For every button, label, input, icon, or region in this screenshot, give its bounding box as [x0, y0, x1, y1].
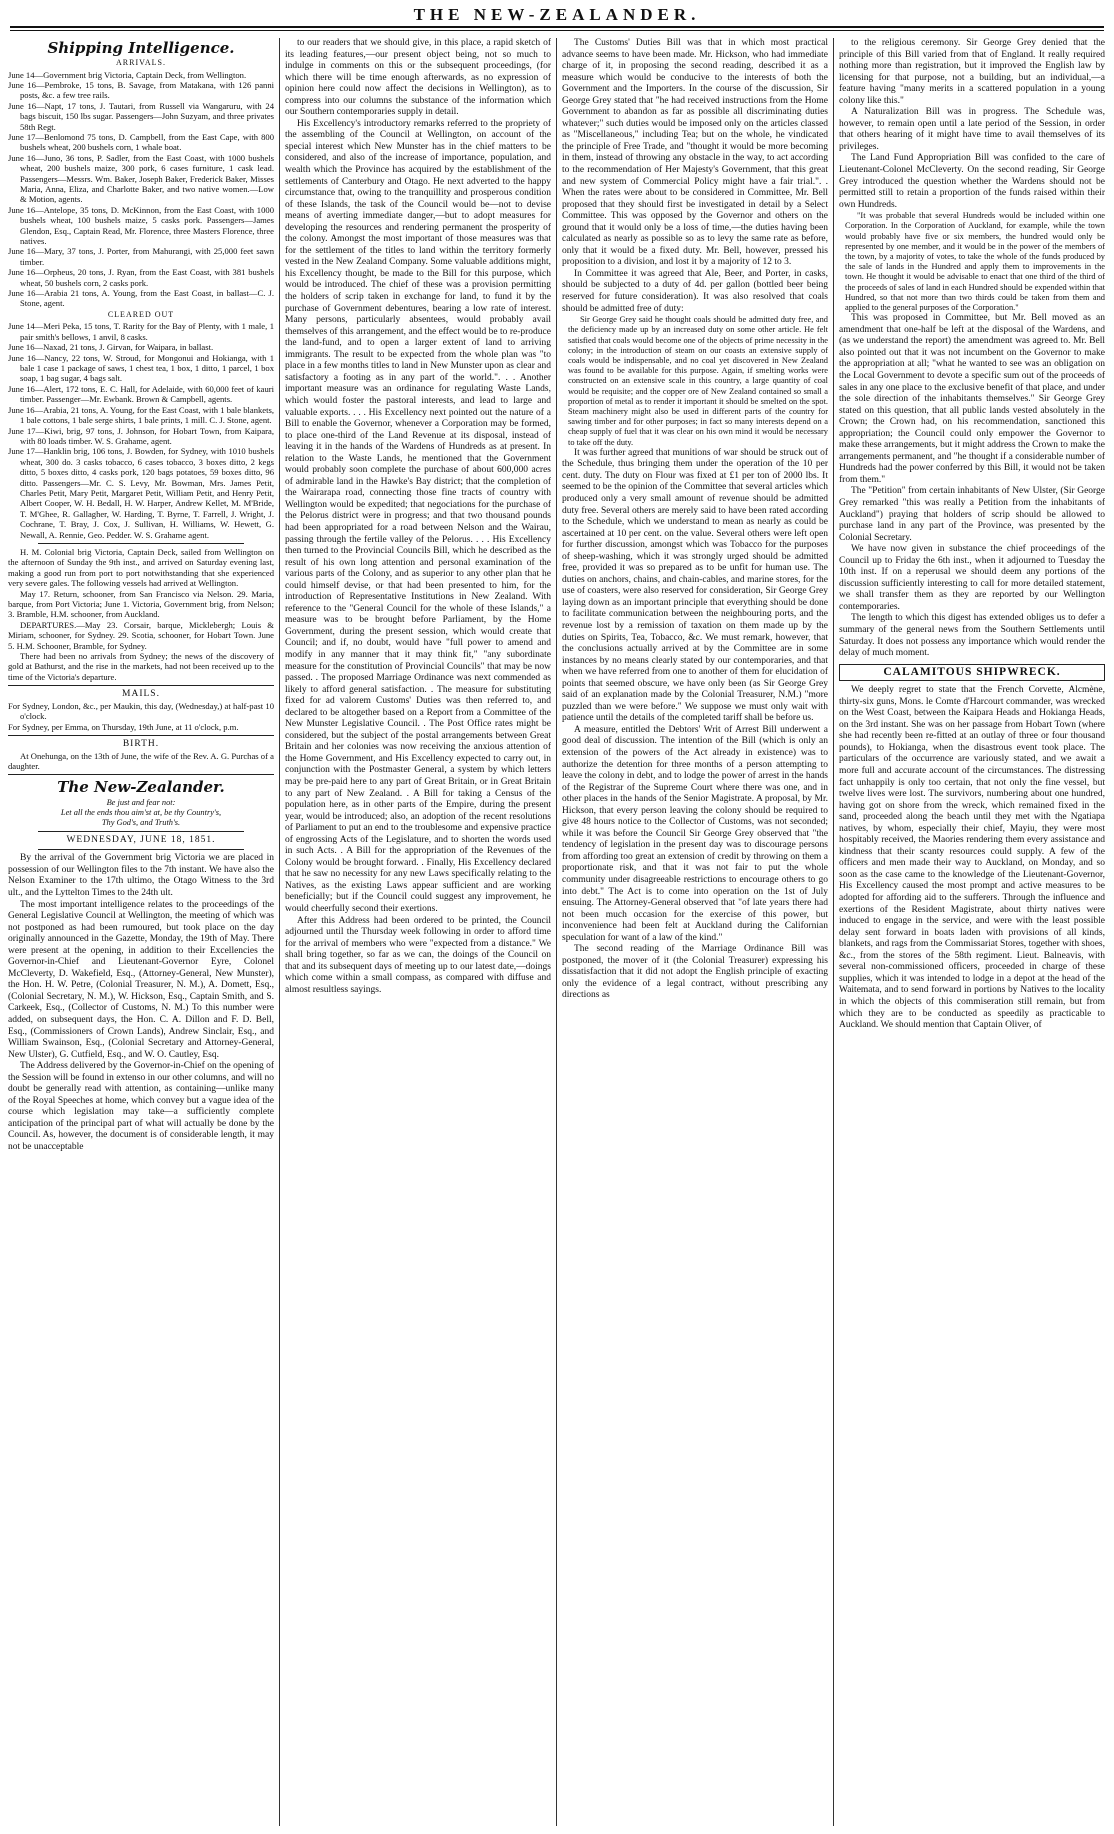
shipping-news — [8, 547, 274, 682]
shipwreck-heading: CALAMITOUS SHIPWRECK. — [839, 664, 1105, 682]
news-paragraph: H. M. Colonial brig Victoria, Captain Deck, sailed from Wellington on the afternoon of Sunday the 9th inst., and arrived on Saturday evening last, making a good run from port to port notwithstanding that she experienced very severe gales. The following vessels had arrived at Wellington. — [8, 546, 274, 589]
news-paragraph: May 17. Return, schooner, from San Francisco via Nelson. 29. Maria, barque, from Port Victoria; June 1. Victoria, Government brig, from Nelson; 3. Bramble, H.M. schooner, from Auckland. — [8, 588, 274, 620]
divider — [38, 543, 244, 544]
motto — [8, 798, 274, 827]
land-fund-text — [839, 313, 1105, 659]
divider — [38, 849, 244, 850]
column-3 — [562, 38, 828, 1826]
arrival-entry: June 16—Napt, 17 tons, J. Tautari, from Russell via Wangaruru, with 24 bags biscuit, 150 lbs sugar. Passengers—John Suzyam, and three privates 58th Regt. — [8, 100, 274, 132]
divider — [8, 774, 274, 775]
masthead-rule — [10, 26, 1104, 31]
coals-quote: Sir George Grey said he thought coals should be admitted duty free, and the deficiency made up by an increased duty on some other article. He felt satisfied that coals would become one of the objects of prime necessity in the colony; in the introduction of steam on our coasts an extensive supply of coals would be indispensable, and no coal yet discovered in New Zealand was found to be available for this purpose. Again, if smelting works were constructed on an extensive scale in this country, a large quantity of coal would be requisite; and the copper ore of New Zealand contained so small a proportion of metal as to render it important it should be smelted on the spot. Steam machinery might also be used in different parts of the country for sawing timber and for other purposes; in fact so many interests depend on a cheap supply of fuel that it was clear on his own mind it would be necessary to take off the duty. — [568, 315, 828, 447]
editorial-continued — [285, 38, 551, 996]
arrival-entry: June 16—Antelope, 35 tons, D. McKinnon, from the East Coast, with 1000 bushels wheat, 100 bushels maize, 5 casks pork. Passengers—James Glendon, Esq., Captain Read, Mr. Florence, three Masters Florence, three natives. — [8, 204, 274, 247]
news-paragraph: There had been no arrivals from Sydney; the news of the discovery of gold at Bathurst, and the rise in the markets, had not been received up to the time of the Victoria's departure. — [8, 651, 274, 682]
cleared-entry: June 17—Kiwi, brig, 97 tons, J. Johnson, for Hobart Town, from Kaipara, with 80 loads timber. W. S. Grahame, agent. — [8, 425, 274, 446]
birth-notice: At Onehunga, on the 13th of June, the wife of the Rev. A. G. Purchas of a daughter. — [8, 750, 274, 771]
article-paragraph: to the religious ceremony. Sir George Grey denied that the principle of this Bill varied from that of England. It really required nothing more than registration, but it improved the English law by licensing for that purpose, not a building, but an individual,—a feature having "many merits in a scattered population in a young colony like this." — [839, 38, 1105, 106]
dateline: WEDNESDAY, JUNE 18, 1851. — [66, 834, 216, 845]
council-proceedings-text — [562, 448, 828, 1002]
editorial-text — [8, 853, 274, 1153]
marriage-bill-text — [839, 38, 1105, 211]
divider — [38, 831, 244, 832]
arrival-entry: June 16—Orpheus, 20 tons, J. Ryan, from the East Coast, with 381 bushels wheat, 50 bushels corn, 2 casks pork. — [8, 267, 274, 288]
motto-line: Let all the ends thou aim'st at, be thy Country's, — [60, 808, 222, 818]
arrival-entry: June 16—Mary, 37 tons, J. Porter, from Mahurangi, with 25,000 feet sawn timber. — [8, 246, 274, 267]
article-paragraph: The length to which this digest has extended obliges us to defer a summary of the general news from the Southern Settlements until Saturday. It does not possess any importance which would render the delay of much moment. — [839, 613, 1105, 659]
article-paragraph: The second reading of the Marriage Ordinance Bill was postponed, the mover of it (the Colonial Treasurer) expressing his dissatisfaction that it did not adopt the English principle of exacting only the evidence of a legal contract, without prescribing any directions as — [562, 944, 828, 1001]
article-paragraph: It was further agreed that munitions of war should be struck out of the Schedule, thus bringing them under the operation of the 10 per cent. duty. The duty on Flour was fixed at £1 per ton of 2000 lbs. It seemed to be the opinion of the Committee that several articles which produced only a very small amount of revenue should be admitted duty free. Several others are merely said to have been rated according to the Schedule, which we understand to mean as nearly as could be ascertained at 10 per cent. on the value. Several others were left open for further discussion, amongst which was Tobacco for the purposes of sheep-washing, which it was strongly urged should be admitted free, provided it was so prepared as to be unfit for human use. The duties on anchors, chains, and chain-cables, and marine stores, for the use of coasters, were also reserved for consideration, Sir George Grey laying down as an important principle that everything should be done to facilitate communication between the neighbouring ports, and the revenue lost by a remission of taxation on them made up by the duties on Spirits, Tea, Tobacco, &c. We must remark, however, that the conclusions actually arrived at by the Committee are in some instances by no means clearly stated by our contemporaries, and that when we have referred from one to another of them for elucidation of points that seemed obscure, we have only been (as Sir George Grey said of an explanation made by the Colonial Treasurer, N.M.) "more puzzled than we were before." We suppose we must only wait with patience until the details of the completed tariff shall be before us. — [562, 447, 828, 724]
motto-line: Thy God's, and Truth's. — [101, 817, 181, 827]
editorial-paragraph: By the arrival of the Government brig Victoria we are placed in possession of our Wellington files to the 7th instant. We have also the Nelson Examiner to the 17th ultimo, the Otago Witness to the 3rd ult., and the Lyttelton Times to the 24th ult. — [8, 853, 274, 898]
article-paragraph: The "Petition" from certain inhabitants of New Ulster, (Sir George Grey remarked "this was really a Petition from the inhabitants of Auckland") praying that holders of scrip should be allowed to purchase land in any part of the Province, was presented by the Colonial Secretary. — [839, 486, 1105, 543]
birth-heading: BIRTH. — [122, 739, 160, 750]
cleared-entry: June 16—Nancy, 22 tons, W. Stroud, for Mongonui and Hokianga, with 1 bale 1 case 1 package of saws, 1 chest tea, 1 box, 1 ditto, 1 parcel, 1 box soap, 1 bag sugar, 4 bags salt. — [8, 352, 274, 384]
article-paragraph: A Naturalization Bill was in progress. The Schedule was, however, to remain open until a late period of the Session, in order that others hearing of it might have time to avail themselves of its privileges. — [839, 107, 1105, 152]
motto-line: Be just and fear not: — [106, 798, 176, 808]
cleared-list — [8, 321, 274, 540]
article-paragraph: A measure, entitled the Debtors' Writ of Arrest Bill underwent a good deal of discussion. The intention of the Bill (which is only an extension of the powers of the Act already in existence) was to authorize the detention for three months of a person attempting to leave the colony in debt, and to lodge the power of arrest in the hands of the Registrar of the Supreme Court where there was one, and in other places in the hands of the Senior Magistrate. A proposal, by Mr. Hickson, that every person leaving the colony should be required to give 48 hours notice to the Collector of Customs, was not seconded; while it was before the Council Sir George Grey observed that "the tendency of legislation in the present day was to discourage persons from affording too great an extension of credit by throwing on them a proportionate risk, and that it was not fair to put the whole community under disagreeable restrictions to encourage others to go into debt." The Act is to come into operation on the 1st of July ensuing. The Attorney-General observed that "of late years there had not been much occasion for the exercise of this power, but inconvenience had been felt at Auckland during the Californian speculation for want of a law of the kind." — [562, 724, 828, 943]
editorial-paragraph: to our readers that we should give, in this place, a rapid sketch of its leading features,—our present object being, not so much to indulge in comments on this or the subsequent proceedings, (for which there will be time enough afterwards, as no expression of opinion here could now affect the decisions in Wellington), as to compress into our columns the substance of the information which our Southern contemporaries supply in detail. — [285, 38, 551, 118]
article-paragraph: The Customs' Duties Bill was that in which most practical advance seems to have been made. Mr. Hickson, who had immediate charge of it, in proposing the second reading, described it as a measure which would be conducive to the interests of both the Government and the Importers. In the course of the discussion, Sir George Grey stated that "he had received instructions from the Home Government to abandon as far as possible all discriminating duties whatever;" such duties would be imposed only on the articles classed as "Miscellaneous," including Tea; but on the whole, he vindicated the principle of Free Trade, and "thought it would be more becoming in them, instead of throwing any obstacle in the way, to act according to the recommendation of Her Majesty's Government, that this great and new system of Commercial Policy might have a fair trial.". . When the rates were about to be considered in Committee, Mr. Bell proposed that they should first be investigated in detail by a Select Committee. This was opposed by the Governor and others on the ground that it would only be a loss of time,—the duties having been calculated as nearly as possible so as to levy the same rate as before, only that it would be a fixed duty. Mr. Bell, however, pressed his proposition to a division, and lost it by a majority of 12 to 3. — [562, 38, 828, 268]
shipwreck-article: We deeply regret to state that the French Corvette, Alcmène, thirty-six guns, Mons. le Comte d'Harcourt commander, was wrecked on the West Coast, between the Kaipara Heads and Hokianga Heads, on the 3rd instant. She was on her passage from Hobart Town (where she had recently been re-fitted at an outlay of three or four thousand pounds), to Hokianga, when the disastrous event took place. The particulars of the occurrence are variously stated, and we await a more full and accurate account of the circumstances. The distressing fact unhappily is only too certain, that not only the fine vessel, but twelve lives were lost. The survivors, numbering about one hundred, having got on shore from the wreck, which remained fixed in the sand, proceeded along the beach until they met with the Ngatiapa natives, by whom, especially their chief, Mayiu, they were most hospitably received, the Maories rendering them every assistance and kindness that their scanty resources could supply. A few of the officers and men made their way to Auckland, on Monday, and so soon as the case came to the knowledge of the Lieutenant-Governor, His Excellency caused the most prompt and active measures to be adopted for affording aid to the sufferers. Through the influence and exertions of the Resident Magistrate, about thirty natives were induced to engage in the service, and were with the least possible delay sent forward in boats laden with provisions of all kinds, blankets, and rags from the Commissariat Stores, together with shoes, &c., from the stores of the 58th regiment. Lieut. Balneavis, with several non-commissioned officers, proceeded in charge of these supplies, which it was intended to lodge in a depot at the head of the Waitemata, and to send forward in portions by Natives to the locality in which the objects of this commiseration still remain, but from which they are to be conducted as speedily as practicable to Auckland. We should mention that Captain Oliver, of — [839, 685, 1105, 1031]
arrival-entry: June 16—Pembroke, 15 tons, B. Savage, from Matakana, with 126 panni posts, &c. a few tree rails. — [8, 79, 274, 101]
article-paragraph: The Land Fund Appropriation Bill was confided to the care of Lieutenant-Colonel McCleverty. On the second reading, Sir George Grey introduced the question whether the Wardens should not be permitted still to retain a proportion of the funds raised within their own Hundreds. — [839, 153, 1105, 210]
arrival-entry: June 14—Government brig Victoria, Captain Deck, from Wellington. — [8, 69, 247, 80]
cleared-entry: June 17—Hanklin brig, 106 tons, J. Bowden, for Sydney, with 1010 bushels wheat, 300 do. 3 casks tobacco, 6 cases tobacco, 3 boxes ditto, 2 kegs ditto, 5 boxes ditto, 4 casks pork, 120 bags potatoes, 59 boxes ditto, 96 ditto. Passengers—Mr. C. S. Levy, Mr. Bowman, Mrs. James Petit, Charles Petit, Mary Petit, Margaret Petit, William Petit, and Henry Petit, Albert Cooper, W. H. Bedall, H. W. Harper, Andrew Kellet, M. M'Bride, T. M'Ghee, R. Gallagher, W. Harding, T. Byrne, T. Farrell, J. Wright, J. Cochrane, T. Bray, J. Cox, J. Sullivan, H. Williams, W. Hewett, G. Newall, A. Rennie, Geo. Pedder. W. S. Grahame agent. — [8, 446, 274, 540]
mail-entry: For Sydney, London, &c., per Maukin, this day, (Wednesday,) at half-past 10 o'clock. — [8, 700, 274, 722]
column-1 — [8, 38, 274, 1826]
column-4 — [839, 38, 1105, 1826]
editorial-paragraph: The most important intelligence relates to the proceedings of the General Legislative Council at Wellington, the meeting of which was not postponed as had been rumoured, but took place on the day originally announced in the Gazette, Monday, the 19th of May. There were present at the opening, in addition to their Excellencies the Governor-in-Chief and Lieutenant-Governor Eyre, Colonel McCleverty, D. Wakefield, Esq., (Attorney-General, New Munster), the Hon. H. W. Petre, (Colonial Treasurer, N. M.), A. Domett, Esq., (Colonial Secretary, N. M.), W. Hickson, Esq., Captain Smith, and S. Carkeek, Esq., (Collector of Customs, N. M.) To this number were added, on subsequent days, the Hon. C. A. Dillon and F. D. Bell, Esq., (Commissioners of Crown Lands), Andrew Sinclair, Esq., and William Swainson, Esq., (Colonial Secretary and Attorney-General, New Ulster), G. Cutfield, Esq., and W. O. Cautley, Esq. — [8, 899, 274, 1060]
mails-heading: MAILS. — [122, 689, 160, 700]
column-divider — [556, 38, 557, 1826]
arrivals-label: ARRIVALS. — [116, 58, 166, 67]
article-paragraph: We have now given in substance the chief proceedings of the Council up to Friday the 6th inst., when it adjourned to Tuesday the 10th inst. If on a reperusal we should deem any portions of the discussion sufficiently interesting to call for more detailed statement, we shall transfer them as they are reported by our Wellington contemporaries. — [839, 544, 1105, 612]
mail-entry: For Sydney, per Emma, on Thursday, 19th June, at 11 o'clock, p.m. — [8, 721, 239, 732]
column-divider — [833, 38, 834, 1826]
editorial-paragraph: His Excellency's introductory remarks referred to the propriety of the assembling of the Council at Wellington, on account of the special interest which New Munster has in the chief matters to be considered, and also of the increase of importance, population, and wealth which the Province has acquired by the establishment of the settlements of Canterbury and Otago. He next adverted to the happy circumstance that, owing to the tranquillity and prosperous condition of these Islands, the task of the Council would be—not to devise means of averting immediate danger,—but to adopt measures for developing the resources and rendering permanent the prosperity of the colony. Amongst the most important of those measures was that for the settlement of the titles to land within the territory formerly vested in the New Zealand Company. Some valuable additions might, his Excellency thought, be made to the Bill for this purpose, which would be introduced. The chief of these was a provision permitting the holders of scrip taken in exchange for land, to fund it by the purchase of Government debentures, bearing a low rate of interest. Many persons, particularly absentees, would probably avail themselves of this arrangement, and the effect would be to re-produce the land-fund, and to open a larger extent of land to arriving immigrants. The result to be expected from the whole plan was "to place in a few months titles to land in New Munster upon as clear and satisfactory a footing as in any part of the world.". . . Another important measure was an ordinance for regulating Waste Lands, which would foster the pastoral interests, and lead to large and valuable exports. . . . His Excellency next pointed out the nature of a Bill to enable the Governor, whenever a Corporation may be formed, to place one-third of the Land Revenue at its disposal, instead of leaving it in the hands of the Wardens of Hundreds as at present. In relation to the Waste Lands, he mentioned that the Government would probably soon complete the purchase of about 600,000 acres of admirable land in the Hawke's Bay district; that the completion of the Wairarapa road, connecting those fine tracts of country with Wellington would be expedited; that negociations for the purchase of the Pelorus district were in progress; and that two thousand pounds had been appropriated for a road between Nelson and the Wairau, passing through the fertile valley of the Pelorus. . . . His Excellency then turned to the Provincial Councils Bill, which he described as the result of his own long attention and personal examination of the various parts of the Colony, and as superior to any other plan that he could himself devise, or that had been presented to him, for the introduction of Representative Institutions in New Zealand. With reference to the "General Council for the whole of these Islands," a measure was to be brought before Parliament, by the Home Government, during the present session, which would create that Council; and if, no doubt, would have "full power to amend and modify in any manner that it may think fit," "any subordinate measure for the constitution of Provincial Councils" that may be now passed. . The proposed Marriage Ordinance was next commended as likely to afford general satisfaction. . The measure for substituting fixed for ad valorem Customs' Duties was then referred to, and declared to be altogether based on a Report from a Committee of the New Munster Legislative Council. . The Post Office rates might be considered, but the subject of the postal arrangements between Great Britain and her colonies was now receiving the anxious attention of the Home Government, and His Excellency expected to carry out, in conjunction with the Postmaster General, a system by which letters may be pre-paid here to any part of Great Britain, or in Great Britain to any part of New Zealand. . A Bill for taking a Census of the population here, as in other parts of the Empire, during the present year, would be introduced; also, an adoption of the recent resolutions of Parliament to put an end to the troublesome and expensive practice of engrossing Acts of the Legislature, and to shorten the words used in such Acts. . A Bill for the appropriation of the Revenues of the Colony would be brought forward. . Finally, His Excellency declared that he saw no necessity for any new Laws specifically relating to the Natives, as the existing Laws appear sufficient and are working beneficially; but if the Council could suggest any improvement, he would cheerfully second their exertions. — [285, 118, 551, 915]
mails-list — [8, 701, 274, 732]
column-2 — [285, 38, 551, 1826]
news-paragraph: DEPARTURES.—May 23. Corsair, barque, Micklebergh; Louis & Miriam, schooner, for Sydney. 29. Scotia, schooner, for Hobart Town. June 5. H.M. Schooner, Bramble, for Sydney. — [8, 619, 274, 651]
cleared-entry: June 14—Meri Peka, 15 tons, T. Rarity for the Bay of Plenty, with 1 male, 1 pair smith's bellows, 1 anvil, 8 casks. — [8, 321, 274, 342]
shipping-heading: Shipping Intelligence. — [47, 39, 235, 57]
newspaper-page — [6, 4, 1108, 1828]
column-divider — [279, 38, 280, 1826]
divider — [8, 735, 274, 736]
cleared-entry: June 16—Naxad, 21 tons, J. Girvan, for Waipara, in ballast. — [8, 342, 214, 353]
arrival-entry: June 16—Juno, 36 tons, P. Sadler, from the East Coast, with 1000 bushels wheat, 200 bushels maize, 300 pork, 6 cases furniture, 1 cask lead. Passengers—Messrs. Wm. Baker, Joseph Baker, Frederick Baker, Misses Maria, Anna, Eliza, and Charlotte Baker, and two native women.—Low & Motion, agents. — [8, 152, 274, 205]
article-paragraph: This was proposed in Committee, but Mr. Bell moved as an amendment that one-half be left at the disposal of the Wardens, and (as we understand the report) the amendment was agreed to. Mr. Bell also pointed out that it was not incumbent on the Governor to make the appropriation at all; "what he wanted to see was an obligation on the Local Government to devote a specific sum out of the proceeds of sales in any one place to the exclusive benefit of that place, and under the sole direction of the inhabitants themselves." Sir George Grey stated on this question, that all public lands vested absolutely in the Crown; the Crown had, on his recommendation, sanctioned this appropriation; the Council could only empower the Governor to make these arrangements, but it might address the Crown to make the arrangements permanent, and "he thought if a considerable number of Hundreds had the power conferred by this Bill, it would not be taken from them." — [839, 313, 1105, 485]
arrivals-list — [8, 70, 274, 309]
columns — [6, 38, 1108, 1826]
editorial-paragraph: After this Address had been ordered to be printed, the Council adjourned until the Thursday week following in order to afford time for the arrival of members who were "expected from a distance." We shall bring together, so far as we can, the doings of the Council on that and its subsequent days of meeting up to our latest date,—doings which come within a small compass, as compared with diffuse and almost resultless sayings. — [285, 915, 551, 995]
cleared-label: CLEARED OUT — [107, 309, 175, 319]
arrival-entry: June 17—Benlomond 75 tons, D. Campbell, from the East Cape, with 800 bushels wheat, 200 bushels corn, 1 whale boat. — [8, 131, 274, 153]
arrival-entry: June 16—Arabia 21 tons, A. Young, from the East Coast, in ballast—C. J. Stone, agent. — [8, 288, 274, 309]
masthead: THE NEW-ZEALANDER. — [413, 5, 701, 24]
cleared-entry: June 16—Arabia, 21 tons, A. Young, for the East Coast, with 1 bale blankets, 1 bale cottons, 1 bale serge shirts, 1 bale prints, 1 mill. C. J. Stone, agent. — [8, 404, 274, 426]
customs-bill-text — [562, 38, 828, 315]
paper-title: The New-Zealander. — [57, 778, 225, 797]
cleared-entry: June 16—Alert, 172 tons, E. C. Hall, for Adelaide, with 60,000 feet of kauri timber. Passenger—Mr. Ewbank. Brown & Campbell, agents. — [8, 383, 274, 405]
editorial-paragraph: The Address delivered by the Governor-in-Chief on the opening of the Session will be found in extenso in our other columns, and will no doubt be generally read with attention, as containing—unlike many of the Royal Speeches at home, which convey but a vague idea of the course which legislation may take—a sufficiently complete anticipation of the principal part of what will actually be done by the Council. As, however, the document is of considerable length, it may not be unacceptable — [8, 1061, 274, 1152]
hundreds-quote: "It was probable that several Hundreds would be included within one Corporation. In the Corporation of Auckland, for example, while the town would probably have five or six members, the hundred would only be represented by one member, and it would be in the power of the members of the town, by a majority of votes, to take the whole of the funds produced by the sale of lands in the Hundred and apply them to improvements in the town. He thought it would be advisable to enact that one third of the third of the proceeds of sales of land in each Hundred should be expended within that Hundred, so that not more than two thirds could be taken from them and applied to the general purposes of the Corporation." — [845, 211, 1105, 313]
article-paragraph: In Committee it was agreed that Ale, Beer, and Porter, in casks, should be subjected to a duty of 4d. per gallon (bottled beer being reserved for future consideration). It was also resolved that coals should be admitted free of duty: — [562, 268, 828, 314]
divider — [8, 685, 274, 686]
